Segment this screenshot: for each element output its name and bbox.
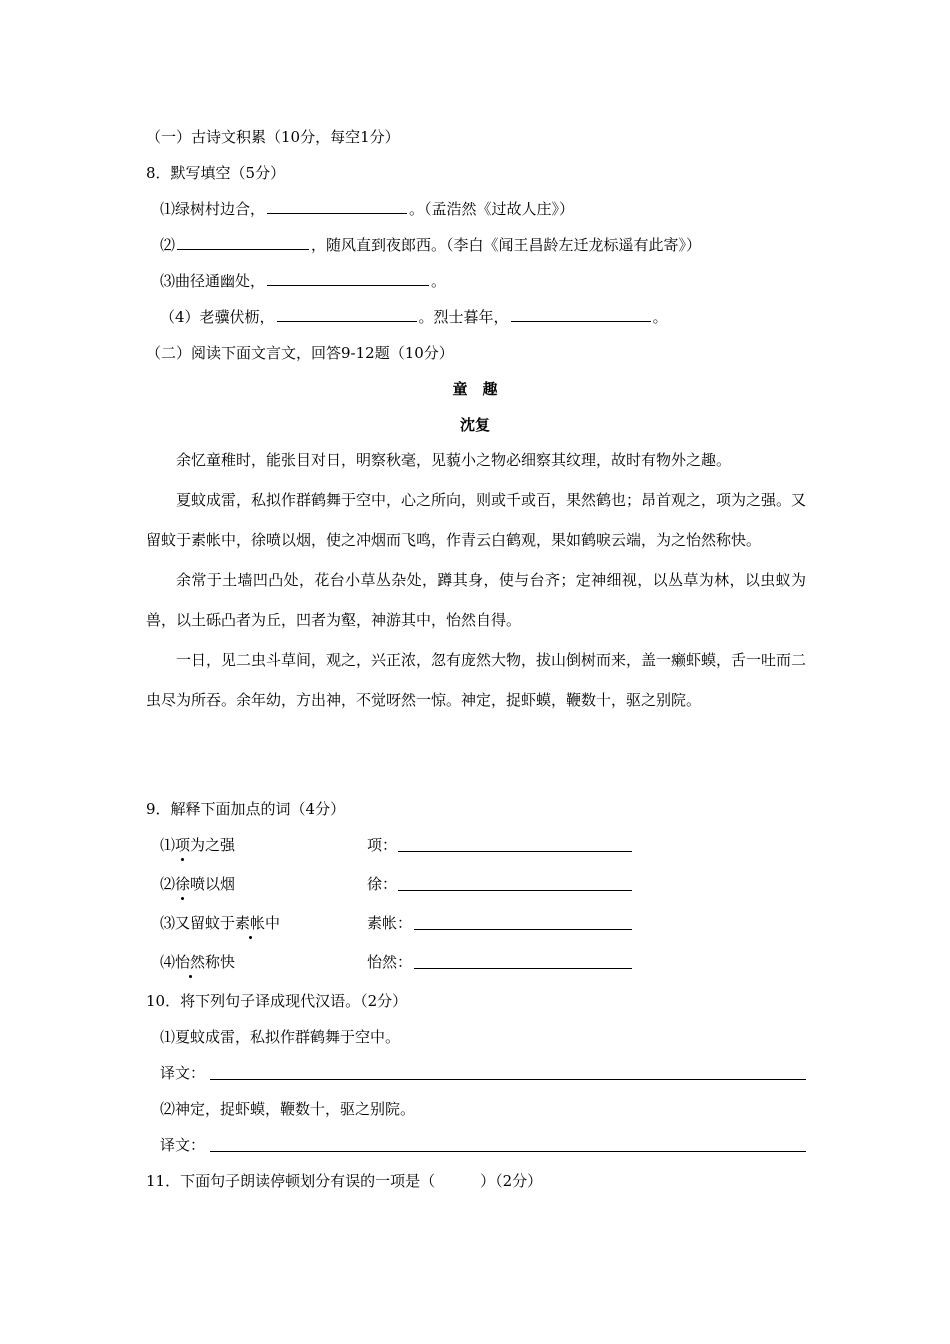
item-2-suffix: ，随风直到夜郎西。（李白《闻王昌龄左迁龙标遥有此寄》）	[311, 236, 702, 254]
question-9-word-1: 项：	[367, 836, 398, 854]
section-heading-reading: （二）阅读下面文言文，回答9-12题（10分）	[146, 344, 454, 362]
answer-line[interactable]	[414, 929, 632, 930]
item-post: 中	[265, 914, 281, 932]
dotted-word: 怡然	[175, 953, 206, 971]
translation-answer-line[interactable]	[210, 1151, 806, 1152]
question-8-item-3	[160, 271, 446, 291]
section-heading-poetry: （一）古诗文积累（10分，每空1分）	[146, 128, 400, 146]
question-9-item-2	[160, 874, 235, 894]
item-post: 为之强	[190, 836, 236, 854]
item-3-suffix: 。	[431, 272, 447, 290]
question-9-word-3: 素帐：	[367, 914, 413, 932]
passage-author: 沈复	[459, 416, 490, 434]
dotted-word: 徐	[175, 875, 191, 893]
question-9-title: 9．解释下面加点的词（4分）	[146, 800, 346, 818]
question-8-item-2	[160, 235, 701, 255]
translation-answer-line[interactable]	[210, 1079, 806, 1080]
fill-blank[interactable]	[511, 307, 651, 322]
fill-blank[interactable]	[277, 307, 417, 322]
item-post: 喷以烟	[190, 875, 236, 893]
item-number: ⑴	[160, 836, 176, 854]
item-1-prefix: ⑴绿树村边合，	[160, 200, 266, 218]
paragraph: 余忆童稚时，能张目对日，明察秋毫，见藐小之物必细察其纹理，故时有物外之趣。	[176, 451, 732, 469]
paragraph: 夏蚊成雷，私拟作群鹤舞于空中，心之所向，则或千或百，果然鹤也；昂首观之，项为之强。又留蚊于素帐中，徐喷以烟，使之冲烟而飞鸣，作青云白鹤观，果如鹤唳云端，为之怡然称快。	[146, 491, 807, 549]
fill-blank[interactable]	[267, 271, 429, 286]
paragraph: 一日，见二虫斗草间，观之，兴正浓，忽有庞然大物，拔山倒树而来，盖一癞虾蟆，舌一吐而二虫尽为所吞。余年幼，方出神，不觉呀然一惊。神定，捉虾蟆，鞭数十，驱之别院。	[146, 651, 807, 709]
question-8-title: 8．默写填空（5分）	[146, 164, 286, 182]
question-10-sentence-2: ⑵神定，捉虾蟆，鞭数十，驱之别院。	[160, 1100, 416, 1118]
question-9-word-4: 怡然：	[367, 953, 413, 971]
answer-line[interactable]	[398, 851, 632, 852]
question-9-item-4	[160, 952, 235, 972]
item-post: 称快	[205, 953, 236, 971]
item-number: ⑷	[160, 953, 176, 971]
paragraph: 余常于土墙凹凸处，花台小草丛杂处，蹲其身，使与台齐；定神细视，以丛草为林，以虫蚁为兽，以土砾凸者为丘，凹者为壑，神游其中，怡然自得。	[146, 571, 806, 629]
fill-blank[interactable]	[267, 199, 407, 214]
item-pre: 又留蚊于	[175, 914, 236, 932]
question-9-item-1	[160, 835, 235, 855]
question-10-sentence-1: ⑴夏蚊成雷，私拟作群鹤舞于空中。	[160, 1028, 401, 1046]
question-9-word-2: 徐：	[367, 875, 398, 893]
passage-title: 童 趣	[452, 380, 498, 398]
question-9-item-3	[160, 913, 280, 933]
question-8-item-4	[160, 307, 668, 327]
item-3-prefix: ⑶曲径通幽处，	[160, 272, 266, 290]
item-4-prefix: （4）老骥伏枥，	[160, 308, 275, 326]
answer-line[interactable]	[398, 890, 632, 891]
passage-body	[146, 440, 806, 720]
item-1-suffix: 。（孟浩然《过故人庄》）	[409, 200, 575, 218]
translation-label-2: 译文：	[160, 1136, 206, 1154]
question-10-title: 10．将下列句子译成现代汉语。（2分）	[146, 992, 408, 1010]
item-4-middle: 。烈士暮年，	[418, 308, 509, 326]
dotted-word: 素帐	[235, 914, 266, 932]
item-4-suffix: 。	[652, 308, 668, 326]
translation-label-1: 译文：	[160, 1064, 206, 1082]
question-8-item-1	[160, 199, 574, 219]
fill-blank[interactable]	[177, 235, 309, 250]
question-11-title: 11．下面句子朗读停顿划分有误的一项是（ ）（2分）	[146, 1172, 543, 1190]
item-number: ⑵	[160, 875, 176, 893]
dotted-word: 项	[175, 836, 191, 854]
answer-line[interactable]	[414, 968, 632, 969]
item-number: ⑶	[160, 914, 176, 932]
item-2-prefix: ⑵	[160, 236, 176, 254]
